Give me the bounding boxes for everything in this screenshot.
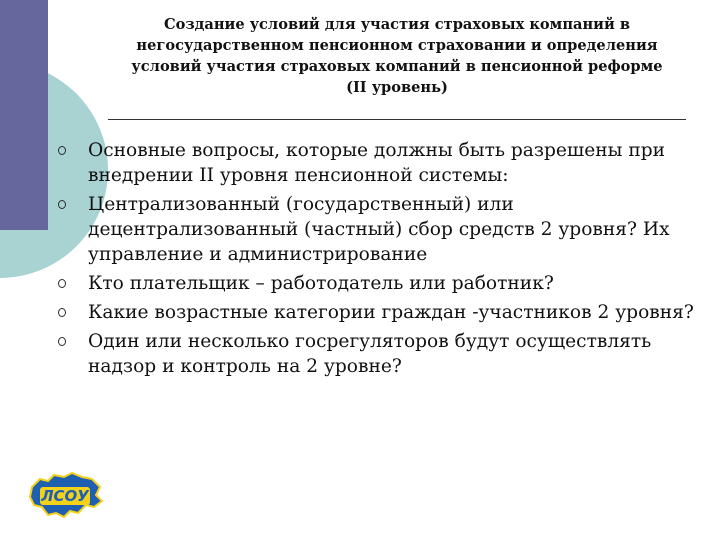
ukraine-map-logo-icon (26, 465, 106, 529)
list-item (58, 138, 710, 188)
bullet-circle-icon (58, 279, 66, 288)
slide-title: Создание условий для участия страховых компаний в негосударственном пенсионном страховании и определения условий участия страховых компаний в пенсионной реформе (II уровень) (131, 16, 663, 96)
title-divider (108, 119, 686, 120)
bullet-text: Централизованный (государственный) или децентрализованный (частный) сбор средств 2 уровня? Их управление и администрирование (88, 194, 670, 265)
list-item (58, 271, 710, 296)
bullet-circle-icon (58, 337, 66, 346)
bullet-circle-icon (58, 308, 66, 317)
bullet-circle-icon (58, 200, 66, 209)
bullet-text: Какие возрастные категории граждан -участников 2 уровня? (88, 302, 694, 323)
dark-bar-shape (0, 0, 48, 230)
bullet-text: Основные вопросы, которые должны быть разрешены при внедрении II уровня пенсионной системы: (88, 140, 666, 186)
bullet-circle-icon (58, 146, 66, 155)
list-item (58, 329, 710, 379)
bullet-text: Один или несколько госрегуляторов будут осуществлять надзор и контроль на 2 уровне? (88, 331, 652, 377)
list-item (58, 192, 710, 267)
bullet-list (58, 138, 710, 383)
list-item (58, 300, 710, 325)
logo-text: ЛСОУ (41, 487, 89, 505)
bullet-text: Кто плательщик – работодатель или работник? (88, 273, 554, 294)
